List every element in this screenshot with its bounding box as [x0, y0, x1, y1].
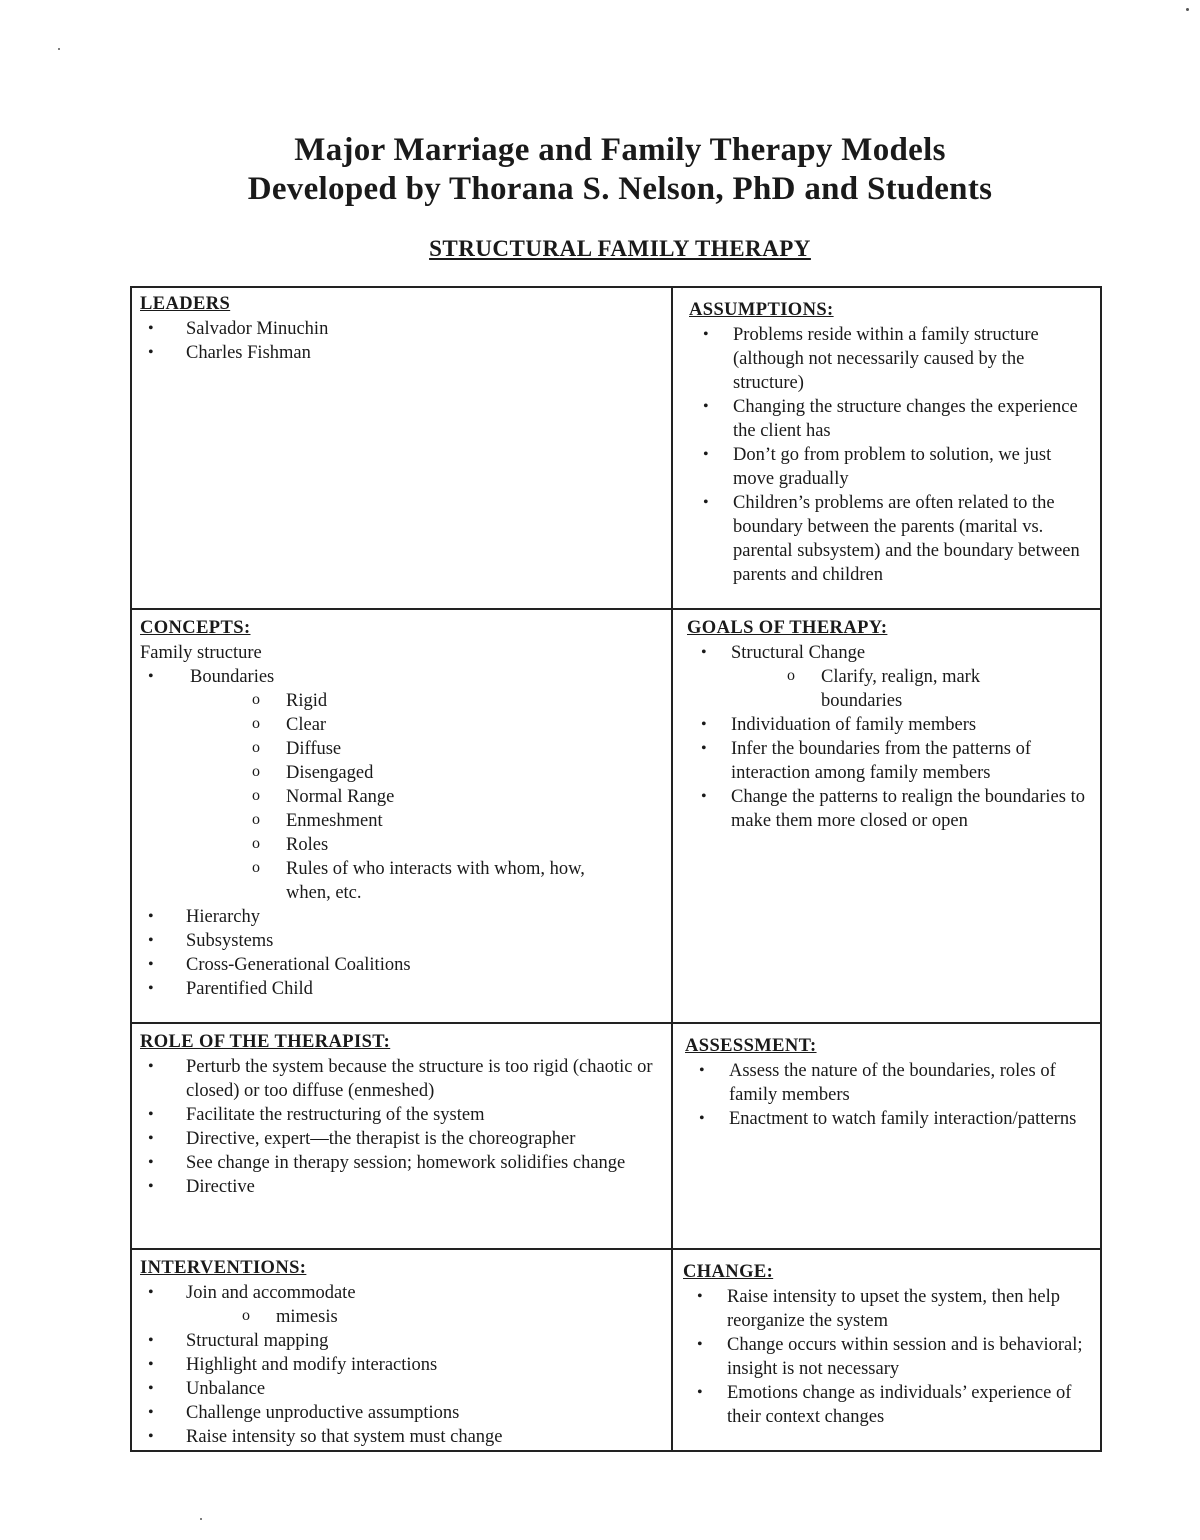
interventions-sublist: [230, 1305, 663, 1329]
model-table: [130, 286, 1102, 1452]
list-item: • Change the patterns to realign the boundaries to make them more closed or open: [687, 785, 1092, 833]
title-line-2: Developed by Thorana S. Nelson, PhD and Students: [247, 171, 993, 207]
list-item: • Charles Fishman: [140, 341, 663, 365]
change-heading: CHANGE:: [683, 1262, 774, 1282]
list-item: • Change occurs within session and is behavioral; insight is not necessary: [683, 1333, 1092, 1381]
assumptions-list: [689, 323, 1092, 587]
leaders-heading: LEADERS: [140, 294, 231, 314]
list-item: • Salvador Minuchin: [140, 317, 663, 341]
list-item: • Individuation of family members: [687, 713, 1092, 737]
list-item: • Hierarchy: [140, 905, 663, 929]
list-item: • Directive: [140, 1175, 663, 1199]
interventions-list: [140, 1329, 663, 1449]
list-item: • Parentified Child: [140, 977, 663, 1001]
list-item: • Subsystems: [140, 929, 663, 953]
list-item: • Changing the structure changes the experience the client has: [689, 395, 1092, 443]
list-item: o Normal Range: [240, 785, 663, 809]
boundary-types-list: [240, 689, 663, 905]
list-item: • Assess the nature of the boundaries, roles of family members: [685, 1059, 1092, 1107]
list-item: • Problems reside within a family structure (although not necessarily caused by the structure): [689, 323, 1092, 395]
assessment-cell: [673, 1024, 1100, 1250]
list-item: • Perturb the system because the structure is too rigid (chaotic or closed) or too diffuse (enmeshed): [140, 1055, 663, 1103]
change-list: [683, 1285, 1092, 1429]
concepts-heading: CONCEPTS:: [140, 618, 251, 638]
concepts-boundaries-list: [140, 665, 663, 689]
list-item: • See change in therapy session; homework solidifies change: [140, 1151, 663, 1175]
list-item: • Facilitate the restructuring of the system: [140, 1103, 663, 1127]
role-cell: [132, 1024, 673, 1250]
list-item: • Highlight and modify interactions: [140, 1353, 663, 1377]
list-item: • Boundaries: [140, 665, 663, 689]
list-item: o Rules of who interacts with whom, how, when, etc.: [240, 857, 586, 905]
list-item: o Clear: [240, 713, 663, 737]
goals-list: [687, 713, 1092, 833]
list-item: o Enmeshment: [240, 809, 663, 833]
concepts-list: [140, 905, 663, 1001]
list-item: • Children’s problems are often related to the boundary between the parents (marital vs. parental subsystem) and the boundary between parents and children: [689, 491, 1092, 587]
list-item: o Roles: [240, 833, 663, 857]
goals-sublist: [775, 665, 1092, 713]
list-item: • Emotions change as individuals’ experience of their context changes: [683, 1381, 1092, 1429]
interventions-join-list: [140, 1281, 663, 1305]
assessment-heading: ASSESSMENT:: [685, 1036, 817, 1056]
leaders-list: [140, 317, 663, 365]
role-heading: ROLE OF THE THERAPIST:: [140, 1032, 391, 1052]
list-item: o Disengaged: [240, 761, 663, 785]
concepts-intro: Family structure: [140, 643, 262, 663]
scan-speck: [58, 48, 60, 50]
goals-cell: [673, 610, 1100, 1024]
list-item: • Don’t go from problem to solution, we just move gradually: [689, 443, 1092, 491]
scan-speck: [200, 1518, 202, 1520]
interventions-cell: [132, 1250, 673, 1450]
leaders-cell: [132, 288, 673, 610]
list-item: o Rigid: [240, 689, 663, 713]
assumptions-heading: ASSUMPTIONS:: [689, 300, 834, 320]
goals-heading: GOALS OF THERAPY:: [687, 618, 888, 638]
list-item: o mimesis: [230, 1305, 663, 1329]
concepts-cell: [132, 610, 673, 1024]
list-item: • Unbalance: [140, 1377, 663, 1401]
title-line-1: Major Marriage and Family Therapy Models: [294, 132, 946, 168]
goals-structural-list: [687, 641, 1092, 665]
list-item: • Directive, expert—the therapist is the choreographer: [140, 1127, 663, 1151]
model-subtitle: STRUCTURAL FAMILY THERAPY: [429, 236, 811, 261]
list-item: • Cross-Generational Coalitions: [140, 953, 663, 977]
interventions-heading: INTERVENTIONS:: [140, 1258, 307, 1278]
assumptions-cell: [673, 288, 1100, 610]
list-item: • Enactment to watch family interaction/patterns: [685, 1107, 1092, 1131]
role-list: [140, 1055, 663, 1199]
assessment-list: [685, 1059, 1092, 1131]
list-item: • Raise intensity to upset the system, then help reorganize the system: [683, 1285, 1092, 1333]
list-item: • Raise intensity so that system must change: [140, 1425, 663, 1449]
list-item: • Challenge unproductive assumptions: [140, 1401, 663, 1425]
list-item: o Clarify, realign, mark boundaries: [775, 665, 991, 713]
scan-speck: [1186, 8, 1189, 11]
change-cell: [673, 1250, 1100, 1450]
list-item: • Structural Change: [687, 641, 1092, 665]
list-item: • Join and accommodate: [140, 1281, 663, 1305]
list-item: o Diffuse: [240, 737, 663, 761]
list-item: • Infer the boundaries from the patterns of interaction among family members: [687, 737, 1092, 785]
list-item: • Structural mapping: [140, 1329, 663, 1353]
